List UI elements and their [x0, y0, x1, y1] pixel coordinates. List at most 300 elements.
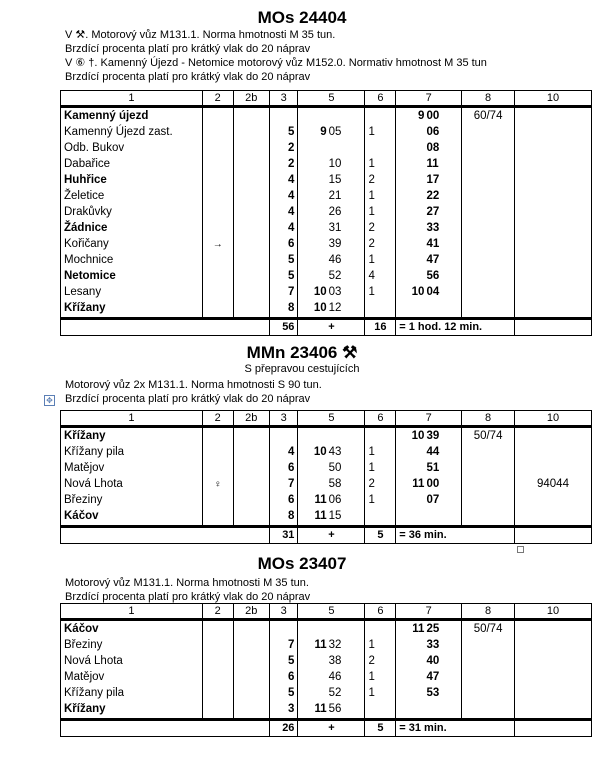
col-2b-cell	[233, 220, 269, 236]
arrival-hour	[396, 172, 426, 188]
signal-symbol	[202, 172, 233, 188]
table-row	[61, 460, 592, 476]
station-name: Odb. Bukov	[61, 140, 203, 156]
arrival-hour	[396, 188, 426, 204]
arrival-minute: 39	[425, 427, 461, 445]
col-2b-cell	[233, 653, 269, 669]
col-2b-cell	[233, 508, 269, 527]
dwell-time: 1	[365, 669, 396, 685]
sum-empty	[61, 720, 270, 737]
brake-percent	[462, 492, 515, 508]
column-header: 8	[462, 604, 515, 620]
column-header: 10	[514, 411, 591, 427]
dwell-time: 1	[365, 492, 396, 508]
arrival-hour	[396, 492, 426, 508]
section-time: 8	[269, 300, 298, 319]
column-header: 1	[61, 411, 203, 427]
dwell-time	[365, 701, 396, 720]
arrival-minute: 22	[425, 188, 461, 204]
brake-percent	[462, 508, 515, 527]
dwell-time: 4	[365, 268, 396, 284]
column-header: 3	[269, 91, 298, 107]
remark	[514, 188, 591, 204]
arrival-hour: 11	[396, 476, 426, 492]
remark	[514, 156, 591, 172]
signal-symbol	[202, 140, 233, 156]
header-row	[61, 91, 592, 107]
dwell-time	[365, 140, 396, 156]
departure-hour	[298, 427, 328, 445]
col-2b-cell	[233, 427, 269, 445]
arrival-hour	[396, 460, 426, 476]
arrival-minute	[425, 300, 461, 319]
arrival-hour	[396, 220, 426, 236]
remark	[514, 172, 591, 188]
station-name: Křížany	[61, 701, 203, 720]
arrival-hour	[396, 156, 426, 172]
departure-hour	[298, 685, 328, 701]
section-time: 8	[269, 508, 298, 527]
departure-minute: 03	[328, 284, 365, 300]
station-name: Žádnice	[61, 220, 203, 236]
table-row	[61, 701, 592, 720]
departure-minute: 38	[328, 653, 365, 669]
col-2b-cell	[233, 140, 269, 156]
train-note: Brzdící procenta platí pro krátký vlak do 20 náprav	[65, 591, 311, 603]
arrival-hour	[396, 685, 426, 701]
train-note: Brzdící procenta platí pro krátký vlak do 20 náprav	[65, 71, 311, 83]
dwell-time: 1	[365, 685, 396, 701]
departure-minute: 46	[328, 252, 365, 268]
table-resize-handle[interactable]	[517, 546, 524, 553]
column-header: 3	[269, 411, 298, 427]
brake-percent	[462, 188, 515, 204]
signal-symbol	[202, 427, 233, 445]
arrival-minute: 00	[425, 107, 461, 125]
table-row	[61, 107, 592, 125]
remark	[514, 220, 591, 236]
column-header: 10	[514, 91, 591, 107]
arrival-minute: 06	[425, 124, 461, 140]
timetable-23407	[60, 603, 592, 737]
remark	[514, 284, 591, 300]
column-header: 6	[365, 91, 396, 107]
dwell-time: 2	[365, 236, 396, 252]
departure-minute: 05	[328, 124, 365, 140]
signal-symbol	[202, 637, 233, 653]
section-time: 4	[269, 444, 298, 460]
sum-section-time: 56	[269, 319, 298, 336]
remark	[514, 427, 591, 445]
arrival-hour	[396, 204, 426, 220]
arrival-minute: 25	[425, 620, 461, 638]
header-row	[61, 604, 592, 620]
arrival-minute: 44	[425, 444, 461, 460]
column-header: 3	[269, 604, 298, 620]
station-name: Křížany pila	[61, 444, 203, 460]
column-header: 5	[298, 411, 365, 427]
signal-symbol: →	[202, 236, 233, 252]
station-name: Lesany	[61, 284, 203, 300]
train-note: Motorový vůz M131.1. Norma hmotnosti M 35 tun.	[65, 577, 309, 589]
dwell-time: 1	[365, 252, 396, 268]
departure-hour	[298, 236, 328, 252]
brake-percent	[462, 476, 515, 492]
col-2b-cell	[233, 476, 269, 492]
sum-plus: +	[298, 720, 365, 737]
col-2b-cell	[233, 172, 269, 188]
station-name: Křížany	[61, 427, 203, 445]
column-header: 6	[365, 604, 396, 620]
train-subtitle: S přepravou cestujících	[244, 363, 360, 375]
station-name: Březiny	[61, 492, 203, 508]
sum-section-time: 31	[269, 527, 298, 544]
brake-percent	[462, 204, 515, 220]
departure-hour: 11	[298, 492, 328, 508]
dwell-time: 2	[365, 172, 396, 188]
arrival-minute: 11	[425, 156, 461, 172]
arrival-hour	[396, 669, 426, 685]
departure-hour	[298, 140, 328, 156]
dwell-time: 2	[365, 476, 396, 492]
remark	[514, 268, 591, 284]
table-row	[61, 685, 592, 701]
column-header: 7	[396, 91, 462, 107]
station-name: Kořičany	[61, 236, 203, 252]
dwell-time	[365, 620, 396, 638]
table-row	[61, 427, 592, 445]
section-time: 6	[269, 460, 298, 476]
departure-hour: 9	[298, 124, 328, 140]
departure-hour	[298, 268, 328, 284]
col-2b-cell	[233, 268, 269, 284]
brake-percent	[462, 284, 515, 300]
train-title: MOs 23407	[257, 554, 347, 573]
section-time: 4	[269, 220, 298, 236]
departure-minute: 56	[328, 701, 365, 720]
brake-percent	[462, 444, 515, 460]
table-row	[61, 252, 592, 268]
column-header: 2b	[233, 604, 269, 620]
section-time: 5	[269, 268, 298, 284]
arrival-minute	[425, 508, 461, 527]
arrival-minute: 53	[425, 685, 461, 701]
signal-symbol	[202, 701, 233, 720]
sum-empty	[514, 527, 591, 544]
column-header: 7	[396, 411, 462, 427]
signal-symbol	[202, 492, 233, 508]
departure-minute: 10	[328, 156, 365, 172]
column-header: 10	[514, 604, 591, 620]
brake-percent	[462, 156, 515, 172]
arrival-minute: 33	[425, 220, 461, 236]
brake-percent	[462, 653, 515, 669]
section-time: 2	[269, 140, 298, 156]
remark	[514, 653, 591, 669]
brake-percent	[462, 124, 515, 140]
arrival-minute: 40	[425, 653, 461, 669]
section-time: 2	[269, 156, 298, 172]
sum-dwell-time: 5	[365, 527, 396, 544]
dwell-time: 1	[365, 284, 396, 300]
column-header: 2b	[233, 91, 269, 107]
sum-row	[61, 527, 592, 544]
departure-hour	[298, 460, 328, 476]
departure-hour	[298, 204, 328, 220]
dwell-time: 1	[365, 460, 396, 476]
signal-symbol	[202, 669, 233, 685]
signal-symbol	[202, 188, 233, 204]
brake-percent	[462, 220, 515, 236]
col-2b-cell	[233, 107, 269, 125]
departure-minute: 21	[328, 188, 365, 204]
column-header: 5	[298, 604, 365, 620]
brake-percent	[462, 685, 515, 701]
arrival-minute: 08	[425, 140, 461, 156]
departure-minute: 31	[328, 220, 365, 236]
departure-hour: 10	[298, 284, 328, 300]
table-row	[61, 620, 592, 638]
column-header: 2	[202, 604, 233, 620]
column-header: 1	[61, 91, 203, 107]
remark	[514, 669, 591, 685]
departure-hour	[298, 188, 328, 204]
remark	[514, 252, 591, 268]
departure-minute: 32	[328, 637, 365, 653]
signal-symbol: ♀	[202, 476, 233, 492]
departure-hour	[298, 620, 328, 638]
brake-percent	[462, 669, 515, 685]
departure-minute: 50	[328, 460, 365, 476]
column-header: 2b	[233, 411, 269, 427]
remark	[514, 204, 591, 220]
brake-percent	[462, 140, 515, 156]
table-row	[61, 124, 592, 140]
departure-minute	[328, 140, 365, 156]
col-2b-cell	[233, 460, 269, 476]
signal-symbol	[202, 204, 233, 220]
arrival-minute: 27	[425, 204, 461, 220]
departure-hour: 11	[298, 508, 328, 527]
dwell-time: 1	[365, 444, 396, 460]
station-name: Netomice	[61, 268, 203, 284]
signal-symbol	[202, 268, 233, 284]
signal-symbol	[202, 220, 233, 236]
signal-symbol	[202, 107, 233, 125]
train-title: MOs 24404	[257, 8, 347, 27]
col-2b-cell	[233, 156, 269, 172]
column-header: 8	[462, 91, 515, 107]
timetable-section-24404	[0, 8, 604, 84]
header-row	[61, 411, 592, 427]
column-header: 8	[462, 411, 515, 427]
signal-symbol	[202, 460, 233, 476]
dwell-time: 1	[365, 188, 396, 204]
departure-minute: 12	[328, 300, 365, 319]
train-note: Brzdící procenta platí pro krátký vlak do 20 náprav	[65, 393, 311, 405]
station-name: Křížany pila	[61, 685, 203, 701]
brake-percent	[462, 637, 515, 653]
table-row	[61, 492, 592, 508]
col-2b-cell	[233, 620, 269, 638]
table-row	[61, 172, 592, 188]
arrival-minute: 17	[425, 172, 461, 188]
col-2b-cell	[233, 444, 269, 460]
col-2b-cell	[233, 284, 269, 300]
column-header: 2	[202, 411, 233, 427]
column-header: 5	[298, 91, 365, 107]
table-row	[61, 444, 592, 460]
station-name: Huhřice	[61, 172, 203, 188]
departure-minute: 15	[328, 172, 365, 188]
section-time: 7	[269, 476, 298, 492]
station-name: Mochnice	[61, 252, 203, 268]
train-title: MMn 23406 ⚒	[246, 343, 358, 362]
section-time	[269, 620, 298, 638]
station-name: Drakůvky	[61, 204, 203, 220]
sum-dwell-time: 16	[365, 319, 396, 336]
arrival-hour: 9	[396, 107, 426, 125]
section-time: 5	[269, 124, 298, 140]
station-name: Matějov	[61, 460, 203, 476]
table-row	[61, 637, 592, 653]
signal-symbol	[202, 653, 233, 669]
remark	[514, 492, 591, 508]
dwell-time: 1	[365, 637, 396, 653]
section-time: 7	[269, 637, 298, 653]
station-name: Káčov	[61, 508, 203, 527]
column-header: 2	[202, 91, 233, 107]
arrival-hour	[396, 268, 426, 284]
arrival-minute	[425, 701, 461, 720]
brake-percent: 50/74	[462, 427, 515, 445]
signal-symbol	[202, 124, 233, 140]
table-row	[61, 508, 592, 527]
remark	[514, 140, 591, 156]
section-time	[269, 427, 298, 445]
signal-symbol	[202, 685, 233, 701]
arrival-hour: 10	[396, 284, 426, 300]
departure-hour	[298, 107, 328, 125]
dwell-time: 1	[365, 204, 396, 220]
station-name: Kamenný Újezd zast.	[61, 124, 203, 140]
section-time	[269, 107, 298, 125]
dwell-time: 2	[365, 653, 396, 669]
table-move-handle-icon[interactable]: ✥	[44, 395, 55, 406]
remark	[514, 444, 591, 460]
table-row	[61, 156, 592, 172]
col-2b-cell	[233, 188, 269, 204]
sum-row	[61, 319, 592, 336]
remark	[514, 460, 591, 476]
col-2b-cell	[233, 669, 269, 685]
section-time: 4	[269, 188, 298, 204]
signal-symbol	[202, 156, 233, 172]
departure-minute: 06	[328, 492, 365, 508]
col-2b-cell	[233, 124, 269, 140]
arrival-hour	[396, 508, 426, 527]
col-2b-cell	[233, 701, 269, 720]
departure-minute: 52	[328, 268, 365, 284]
arrival-hour: 10	[396, 427, 426, 445]
signal-symbol	[202, 252, 233, 268]
remark	[514, 508, 591, 527]
sum-plus: +	[298, 527, 365, 544]
section-time: 6	[269, 492, 298, 508]
col-2b-cell	[233, 300, 269, 319]
remark: 94044	[514, 476, 591, 492]
arrival-minute: 33	[425, 637, 461, 653]
train-note: V ⑥ †. Kamenný Újezd - Netomice motorový vůz M152.0. Normativ hmotnost M 35 tun	[65, 57, 487, 69]
brake-percent	[462, 172, 515, 188]
train-note: V ⚒. Motorový vůz M131.1. Norma hmotnosti M 35 tun.	[65, 29, 336, 41]
departure-minute	[328, 620, 365, 638]
arrival-minute: 47	[425, 252, 461, 268]
brake-percent: 60/74	[462, 107, 515, 125]
arrival-minute: 56	[425, 268, 461, 284]
table-row	[61, 188, 592, 204]
arrival-minute: 51	[425, 460, 461, 476]
remark	[514, 236, 591, 252]
column-header: 6	[365, 411, 396, 427]
signal-symbol	[202, 508, 233, 527]
column-header: 1	[61, 604, 203, 620]
arrival-hour	[396, 140, 426, 156]
column-header: 7	[396, 604, 462, 620]
section-time: 6	[269, 669, 298, 685]
brake-percent	[462, 701, 515, 720]
remark	[514, 300, 591, 319]
station-name: Želetice	[61, 188, 203, 204]
section-time: 5	[269, 653, 298, 669]
brake-percent: 50/74	[462, 620, 515, 638]
arrival-minute: 04	[425, 284, 461, 300]
sum-total-time: = 36 min.	[396, 527, 515, 544]
dwell-time: 1	[365, 124, 396, 140]
signal-symbol	[202, 620, 233, 638]
departure-minute: 26	[328, 204, 365, 220]
arrival-minute: 00	[425, 476, 461, 492]
departure-hour	[298, 156, 328, 172]
col-2b-cell	[233, 204, 269, 220]
departure-hour	[298, 252, 328, 268]
departure-hour	[298, 172, 328, 188]
station-name: Dabařice	[61, 156, 203, 172]
arrival-hour	[396, 444, 426, 460]
brake-percent	[462, 460, 515, 476]
brake-percent	[462, 300, 515, 319]
departure-minute: 58	[328, 476, 365, 492]
departure-hour	[298, 220, 328, 236]
remark	[514, 620, 591, 638]
dwell-time: 1	[365, 156, 396, 172]
departure-hour	[298, 476, 328, 492]
signal-symbol	[202, 444, 233, 460]
sum-dwell-time: 5	[365, 720, 396, 737]
col-2b-cell	[233, 236, 269, 252]
train-note: Brzdící procenta platí pro krátký vlak do 20 náprav	[65, 43, 311, 55]
sum-section-time: 26	[269, 720, 298, 737]
table-row	[61, 268, 592, 284]
arrival-minute: 07	[425, 492, 461, 508]
table-row	[61, 476, 592, 492]
departure-hour	[298, 669, 328, 685]
table-row	[61, 140, 592, 156]
arrival-hour	[396, 124, 426, 140]
table-row	[61, 236, 592, 252]
table-row	[61, 204, 592, 220]
remark	[514, 685, 591, 701]
